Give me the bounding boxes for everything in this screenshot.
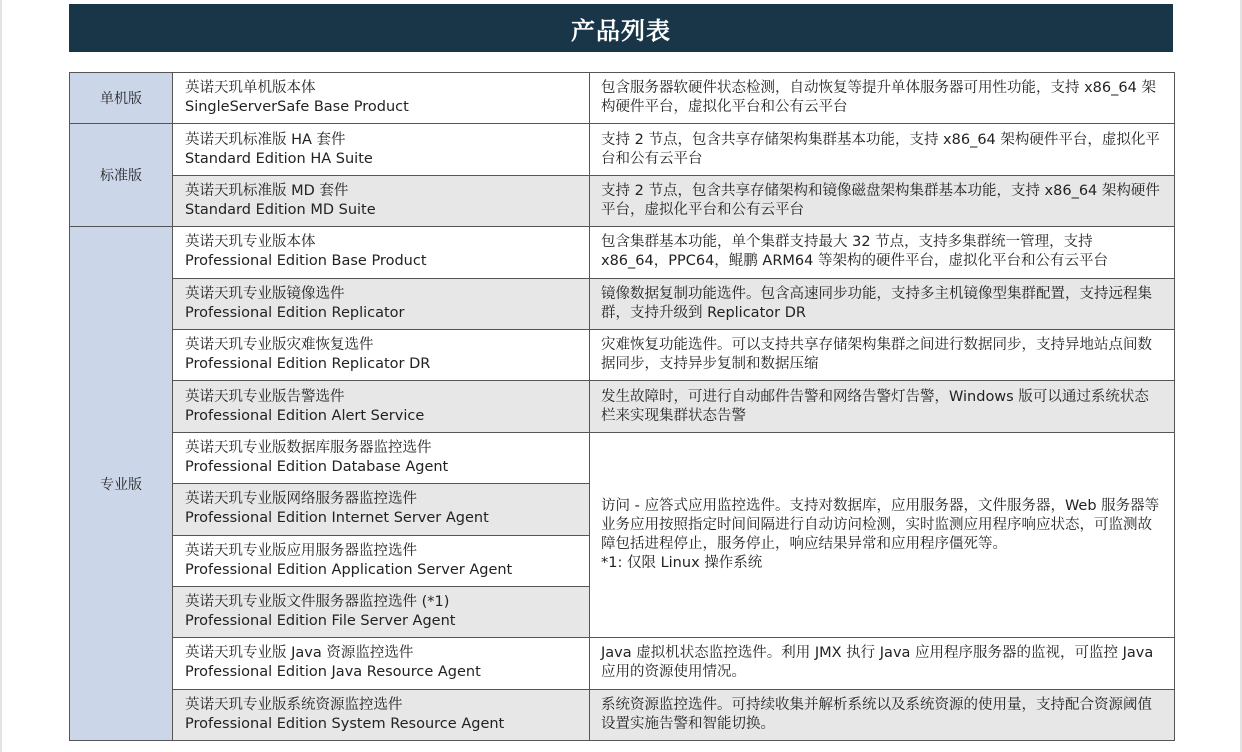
- product-desc-text: 灾难恢复功能选件。可以支持共享存储架构集群之间进行数据同步，支持异地站点间数据同步，支持异步复制和数据压缩: [601, 337, 1152, 373]
- page-title: 产品列表: [69, 4, 1173, 52]
- product-name-cn: 英诺天玑标准版 HA 套件: [185, 131, 346, 148]
- product-desc: [590, 73, 1175, 124]
- product-name: [173, 484, 590, 535]
- product-name-en: Standard Edition MD Suite: [185, 201, 376, 218]
- product-name-cn: 英诺天玑专业版告警选件: [185, 388, 345, 405]
- table-row: [70, 329, 1175, 380]
- product-desc: [590, 638, 1175, 689]
- product-name-cn: 英诺天玑专业版数据库服务器监控选件: [185, 439, 432, 456]
- table-row: [70, 227, 1175, 278]
- product-table: [69, 72, 1175, 741]
- product-name: [173, 638, 590, 689]
- agent-group-desc: [590, 432, 1175, 638]
- product-name-en: Professional Edition Replicator: [185, 304, 405, 321]
- product-name: [173, 586, 590, 637]
- product-name: [173, 535, 590, 586]
- product-name-cn: 英诺天玑专业版本体: [185, 234, 316, 251]
- product-name-en: Professional Edition System Resource Agent: [185, 715, 505, 732]
- product-name-en: Professional Edition Alert Service: [185, 407, 425, 424]
- product-desc-text: 支持 2 节点，包含共享存储架构集群基本功能，支持 x86_64 架构硬件平台，虚拟化平台和公有云平台: [601, 131, 1160, 167]
- product-name-en: SingleServerSafe Base Product: [185, 99, 409, 116]
- product-name: [173, 124, 590, 175]
- product-desc-text: 包含服务器软硬件状态检测，自动恢复等提升单体服务器可用性功能，支持 x86_64 架构硬件平台，虚拟化平台和公有云平台: [601, 80, 1156, 116]
- product-name-en: Professional Edition Replicator DR: [185, 356, 431, 373]
- agent-group-note: *1: 仅限 Linux 操作系统: [601, 555, 763, 572]
- product-desc: [590, 689, 1175, 740]
- product-desc: [590, 175, 1175, 226]
- product-desc: [590, 124, 1175, 175]
- product-name: [173, 432, 590, 483]
- product-desc-text: 发生故障时，可进行自动邮件告警和网络告警灯告警，Windows 版可以通过系统状态栏来实现集群状态告警: [601, 388, 1149, 424]
- product-name-en: Professional Edition Java Resource Agent: [185, 664, 481, 681]
- product-name-en: Professional Edition Database Agent: [185, 458, 449, 475]
- product-desc-text: 系统资源监控选件。可持续收集并解析系统以及系统资源的使用量，支持配合资源阈值设置实施告警和智能切换。: [601, 696, 1152, 732]
- product-name-en: Professional Edition Base Product: [185, 253, 427, 270]
- product-name-en: Professional Edition Application Server Agent: [185, 561, 513, 578]
- product-name-cn: 英诺天玑专业版系统资源监控选件: [185, 696, 403, 713]
- product-name: [173, 175, 590, 226]
- product-name-en: Professional Edition Internet Server Agent: [185, 510, 489, 527]
- product-desc: [590, 227, 1175, 278]
- product-name: [173, 73, 590, 124]
- product-desc: [590, 381, 1175, 432]
- table-row: [70, 124, 1175, 175]
- table-row: [70, 381, 1175, 432]
- product-desc-text: Java 虚拟机状态监控选件。利用 JMX 执行 Java 应用程序服务器的监视，可监控 Java 应用的资源使用情况。: [601, 645, 1154, 681]
- table-row: [70, 689, 1175, 740]
- product-name-cn: 英诺天玑专业版应用服务器监控选件: [185, 542, 417, 559]
- table-row: [70, 278, 1175, 329]
- product-desc: [590, 329, 1175, 380]
- agent-group-desc-text: 访问 - 应答式应用监控选件。支持对数据库，应用服务器，文件服务器，Web 服务器等业务应用按照指定时间间隔进行自动访问检测，实时监测应用程序响应状态，可监测故障包括进程停止，服务停止，响应结果异常和应用程序僵死等。: [601, 498, 1160, 553]
- product-name: [173, 689, 590, 740]
- product-desc-text: 支持 2 节点，包含共享存储架构和镜像磁盘架构集群基本功能，支持 x86_64 架构硬件平台，虚拟化平台和公有云平台: [601, 182, 1160, 218]
- product-name-cn: 英诺天玑专业版灾难恢复选件: [185, 337, 374, 354]
- product-name-cn: 英诺天玑专业版文件服务器监控选件 (*1): [185, 594, 450, 611]
- product-name-cn: 英诺天玑标准版 MD 套件: [185, 182, 349, 199]
- product-name-en: Professional Edition File Server Agent: [185, 613, 456, 630]
- product-name-cn: 英诺天玑单机版本体: [185, 80, 316, 97]
- product-name: [173, 381, 590, 432]
- category-standard: 标准版: [70, 124, 173, 227]
- product-desc: [590, 278, 1175, 329]
- table-row: [70, 638, 1175, 689]
- product-desc-text: 包含集群基本功能，单个集群支持最大 32 节点，支持多集群统一管理，支持 x86_64，PPC64，鲲鹏 ARM64 等架构的硬件平台，虚拟化平台和公有云平台: [601, 234, 1108, 270]
- category-single: 单机版: [70, 73, 173, 124]
- product-name-cn: 英诺天玑专业版镜像选件: [185, 285, 345, 302]
- category-professional: 专业版: [70, 227, 173, 741]
- table-row: [70, 432, 1175, 483]
- product-name: [173, 329, 590, 380]
- page-edge-left: [0, 0, 2, 752]
- product-desc-text: 镜像数据复制功能选件。包含高速同步功能，支持多主机镜像型集群配置，支持远程集群，支持升级到 Replicator DR: [601, 285, 1152, 321]
- product-name: [173, 278, 590, 329]
- product-name: [173, 227, 590, 278]
- product-name-en: Standard Edition HA Suite: [185, 150, 373, 167]
- table-row: [70, 175, 1175, 226]
- product-name-cn: 英诺天玑专业版网络服务器监控选件: [185, 491, 417, 508]
- product-name-cn: 英诺天玑专业版 Java 资源监控选件: [185, 645, 414, 662]
- table-row: [70, 73, 1175, 124]
